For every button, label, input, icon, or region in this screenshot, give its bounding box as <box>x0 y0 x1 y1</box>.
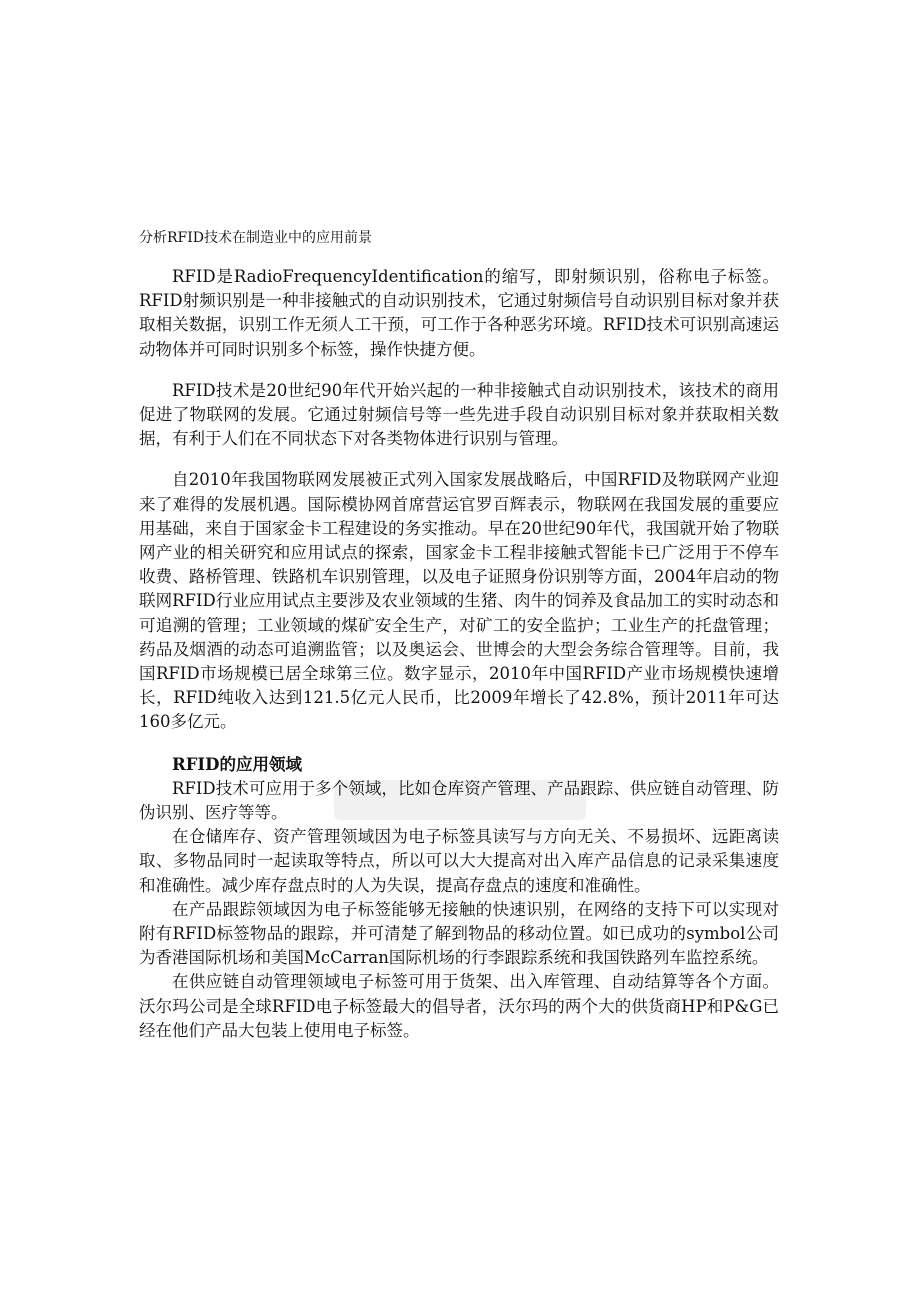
warehouse-paragraph: 在仓储库存、资产管理领域因为电子标签具读写与方向无关、不易损坏、远距离读取、多物品同时一起读取等特点，所以可以大大提高对出入库产品信息的记录采集速度和准确性。减少库存盘点时的人为失误，提高存盘点的速度和准确性。 <box>139 827 779 895</box>
history-paragraph: RFID技术是20世纪90年代开始兴起的一种非接触式自动识别技术，该技术的商用促进了物联网的发展。它通过射频信号等一些先进手段自动识别目标对象并获取相关数据，有利于人们在不同状态下对各类物体进行识别与管理。 <box>139 380 779 449</box>
supply-chain-paragraph: 在供应链自动管理领域电子标签可用于货架、出入库管理、自动结算等各个方面。沃尔玛公司是全球RFID电子标签最大的倡导者，沃尔玛的两个大的供货商HP和P&G已经在他们产品大包装上使用电子标签。 <box>139 972 779 1040</box>
document-title: 分析RFID技术在制造业中的应用前景 <box>139 230 373 246</box>
document-body <box>139 265 779 1043</box>
application-overview-paragraph: RFID技术可应用于多个领域，比如仓库资产管理、产品跟踪、供应链自动管理、防伪识别、医疗等等。 <box>139 778 779 823</box>
china-market-paragraph: 自2010年我国物联网发展被正式列入国家发展战略后，中国RFID及物联网产业迎来了难得的发展机遇。国际模协网首席营运官罗百辉表示，物联网在我国发展的重要应用基础，来自于国家金卡工程建设的务实推动。早在20世纪90年代，我国就开始了物联网产业的相关研究和应用试点的探索，国家金卡工程非接触式智能卡已广泛用于不停车收费、路桥管理、铁路机车识别管理，以及电子证照身份识别等方面，2004年启动的物联网RFID行业应用试点主要涉及农业领域的生猪、肉牛的饲养及食品加工的实时动态和可追溯的管理；工业领域的煤矿安全生产，对矿工的安全监护；工业生产的托盘管理；药品及烟酒的动态可追溯监管；以及奥运会、世博会的大型会务综合管理等。目前，我国RFID市场规模已居全球第三位。数字显示，2010年中国RFID产业市场规模快速增长，RFID纯收入达到121.5亿元人民币，比2009年增长了42.8%，预计2011年可达160多亿元。 <box>139 470 779 732</box>
product-tracking-paragraph: 在产品跟踪领域因为电子标签能够无接触的快速识别，在网络的支持下可以实现对附有RFID标签物品的跟踪，并可清楚了解到物品的移动位置。如已成功的symbol公司为香港国际机场和美国McCarran国际机场的行李跟踪系统和我国铁路列车监控系统。 <box>139 899 779 968</box>
intro-paragraph: RFID是RadioFrequencyIdentification的缩写，即射频识别，俗称电子标签。RFID射频识别是一种非接触式的自动识别技术，它通过射频信号自动识别目标对象并获取相关数据，识别工作无须人工干预，可工作于各种恶劣环境。RFID技术可识别高速运动物体并可同时识别多个标签，操作快捷方便。 <box>139 267 779 359</box>
section-heading: RFID的应用领域 <box>172 754 302 774</box>
